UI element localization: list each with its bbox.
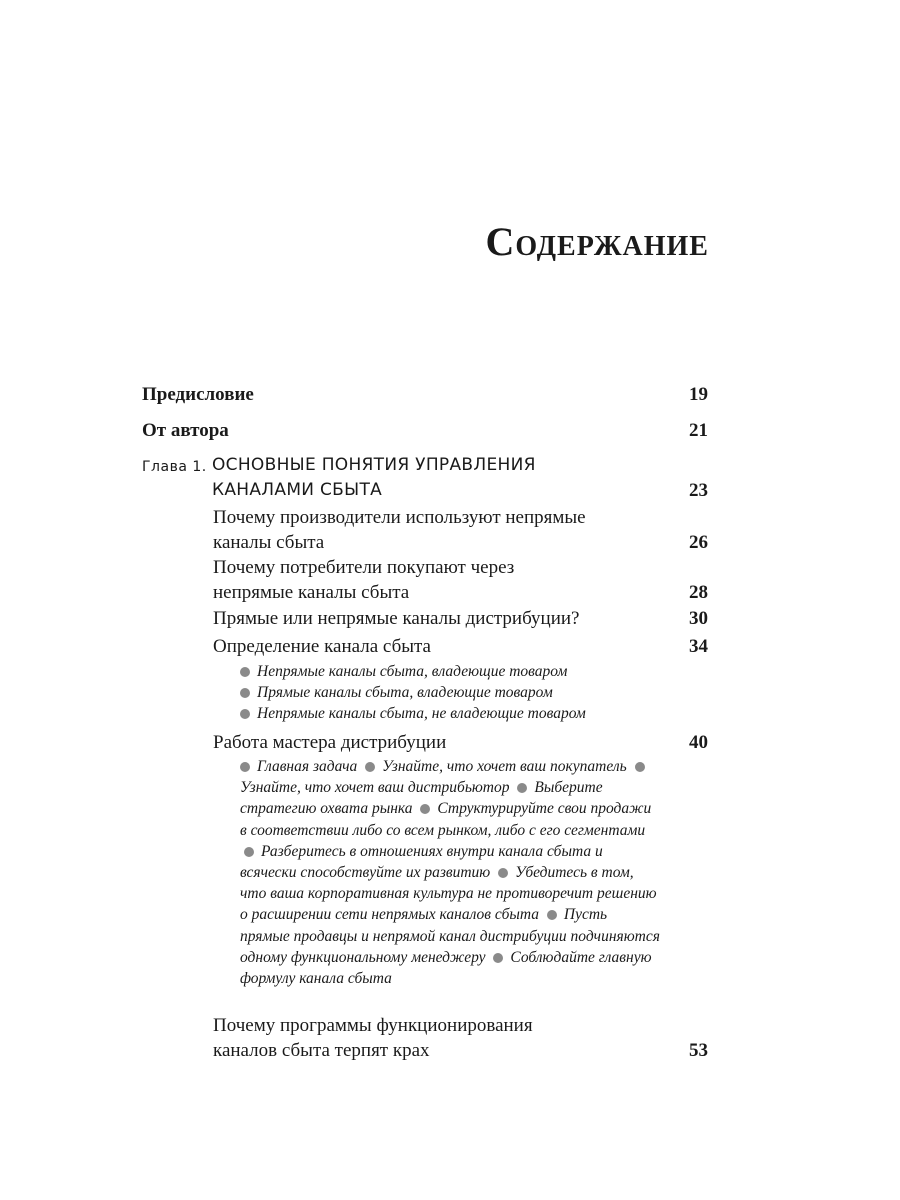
toc-section-2[interactable] bbox=[213, 555, 708, 605]
subsection-label: Непрямые каналы сбыта, владеющие товаром bbox=[257, 663, 568, 680]
toc-page-number: 30 bbox=[689, 608, 708, 629]
toc-page-number: 26 bbox=[689, 532, 708, 553]
bullet-icon bbox=[420, 804, 430, 814]
toc-page-number: 53 bbox=[689, 1040, 708, 1061]
toc-page-number: 28 bbox=[689, 582, 708, 603]
toc-section-5[interactable] bbox=[213, 730, 708, 755]
toc-section-4[interactable] bbox=[213, 634, 708, 659]
chapter-title-line-2: КАНАЛАМИ СБЫТА bbox=[212, 480, 383, 500]
toc-section-3[interactable] bbox=[213, 606, 708, 631]
section-title: Работа мастера дистрибуции bbox=[213, 732, 447, 753]
toc-page-number: 19 bbox=[689, 384, 708, 405]
subsection-label[interactable]: Узнайте, что хочет ваш покупатель bbox=[382, 758, 627, 775]
toc-page-number: 21 bbox=[689, 420, 708, 441]
subsection-label: Прямые каналы сбыта, владеющие товаром bbox=[257, 684, 553, 701]
bullet-icon bbox=[244, 847, 254, 857]
subsection-label[interactable]: Выберите стратегию охвата рынка bbox=[240, 779, 603, 818]
subsection-label[interactable]: Узнайте, что хочет ваш дистрибьютор bbox=[240, 779, 510, 797]
bullet-icon bbox=[240, 709, 250, 719]
toc-chapter-1[interactable] bbox=[142, 453, 708, 503]
toc-subsection[interactable] bbox=[240, 682, 650, 703]
subsection-label[interactable]: Главная задача bbox=[257, 758, 358, 775]
toc-subsection[interactable] bbox=[240, 661, 650, 682]
toc-entry-label: Предисловие bbox=[142, 384, 254, 405]
toc-entry-author[interactable] bbox=[142, 418, 708, 443]
toc-section-6[interactable] bbox=[213, 1013, 708, 1063]
toc-entry-label: От автора bbox=[142, 420, 229, 441]
bullet-icon bbox=[635, 762, 645, 772]
subsection-label[interactable]: Структурируйте свои продажи в соответствии либо со всем рынком, либо с его сегментами bbox=[240, 800, 652, 839]
bullet-icon bbox=[493, 953, 503, 963]
toc-page-number: 40 bbox=[689, 732, 708, 753]
toc-page-number: 34 bbox=[689, 636, 708, 657]
bullet-icon bbox=[240, 688, 250, 698]
section-title-line-1: Почему потребители покупают через bbox=[213, 557, 515, 578]
subsection-label[interactable]: Пусть прямые продавцы и непрямой канал дистрибуции подчиняются одному функциональному менеджеру bbox=[240, 906, 660, 966]
section-title: Прямые или непрямые каналы дистрибуции? bbox=[213, 608, 580, 629]
subsection-label[interactable]: Соблюдайте главную формулу канала сбыта bbox=[240, 948, 652, 988]
toc-page-number: 23 bbox=[689, 480, 708, 501]
section-title-line-2: непрямые каналы сбыта bbox=[213, 582, 410, 603]
bullet-icon bbox=[240, 762, 250, 772]
section-title-line-1: Почему производители используют непрямые bbox=[213, 507, 586, 528]
bullet-icon bbox=[547, 910, 557, 920]
section-title-line-2: каналы сбыта bbox=[213, 532, 325, 553]
toc-entry-preface[interactable] bbox=[142, 382, 708, 407]
chapter-label: Глава 1. bbox=[142, 459, 207, 475]
bullet-icon bbox=[498, 868, 508, 878]
section-title-line-1: Почему программы функционирования bbox=[213, 1015, 533, 1036]
toc-subsection-paragraph bbox=[240, 756, 660, 989]
bullet-icon bbox=[240, 667, 250, 677]
bullet-icon bbox=[517, 783, 527, 793]
section-title-line-2: каналов сбыта терпят крах bbox=[213, 1040, 430, 1061]
page-title: Содержание bbox=[485, 219, 709, 264]
subsection-label[interactable]: Разберитесь в отношениях внутри канала сбыта и всячески способствуйте их развитию bbox=[240, 842, 603, 882]
bullet-icon bbox=[365, 762, 375, 772]
toc-subsection[interactable] bbox=[240, 703, 650, 724]
toc-section-1[interactable] bbox=[213, 505, 708, 555]
subsection-label: Непрямые каналы сбыта, не владеющие товаром bbox=[257, 705, 586, 722]
section-title: Определение канала сбыта bbox=[213, 636, 431, 657]
chapter-title-line-1: ОСНОВНЫЕ ПОНЯТИЯ УПРАВЛЕНИЯ bbox=[212, 455, 536, 475]
subsection-label[interactable]: Убедитесь в том, что ваша корпоративная культура не противоречит решению о расширении сети непрямых каналов сбыта bbox=[240, 864, 657, 924]
